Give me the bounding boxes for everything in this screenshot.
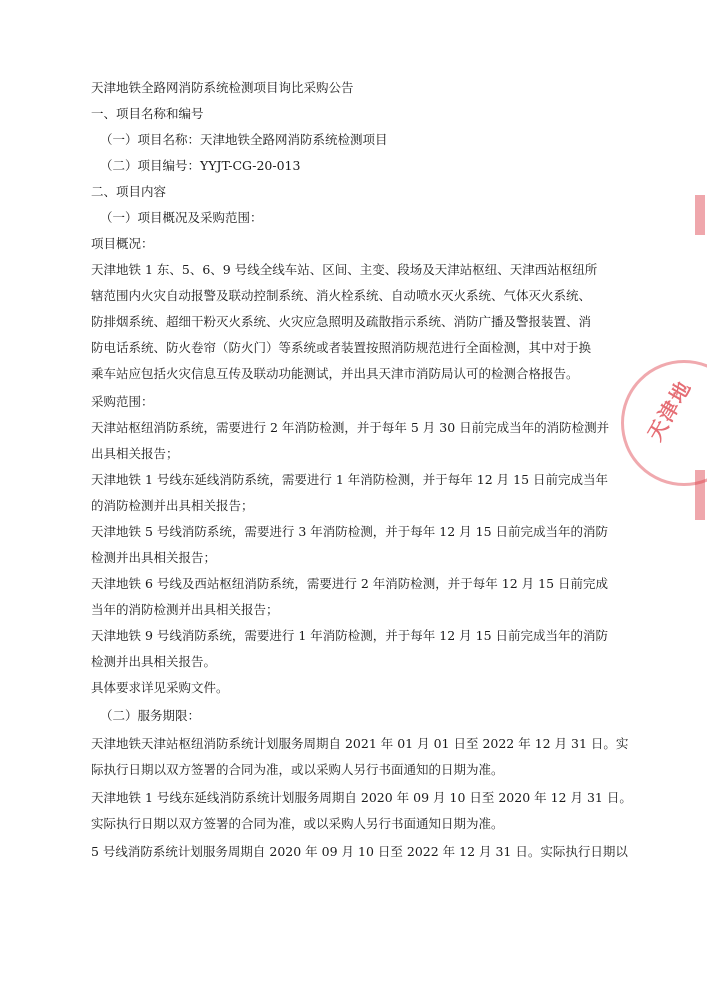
document-line: 辖范围内火灾自动报警及联动控制系统、消火栓系统、自动喷水灭火系统、气体灭火系统、 — [91, 288, 592, 303]
document-line: 乘车站应包括火灾信息互传及联动功能测试，并出具天津市消防局认可的检测合格报告。 — [91, 366, 579, 381]
official-seal-text: 天津地 — [642, 375, 697, 445]
document-title: 天津地铁全路网消防系统检测项目询比采购公告 — [91, 80, 354, 95]
document-line: 实际执行日期以双方签署的合同为准，或以采购人另行书面通知日期为准。 — [91, 816, 504, 831]
document-line: （一）项目概况及采购范围： — [100, 210, 263, 225]
document-line: 天津站枢纽消防系统，需要进行 2 年消防检测，并于每年 5 月 30 日前完成当年的消防检测并 — [91, 420, 610, 435]
document-line: 天津地铁天津站枢纽消防系统计划服务周期自 2021 年 01 月 01 日至 2022 年 12 月 31 日。实 — [91, 736, 629, 751]
document-line: （二）服务期限： — [100, 708, 201, 723]
document-line: 际执行日期以双方签署的合同为准，或以采购人另行书面通知的日期为准。 — [91, 762, 504, 777]
document-line: 防电话系统、防火卷帘（防火门）等系统或者装置按照消防规范进行全面检测，其中对于换 — [91, 340, 592, 355]
seal-edge-mark — [695, 470, 705, 520]
document-line: 项目概况： — [91, 236, 154, 251]
document-line: 检测并出具相关报告。 — [91, 654, 217, 669]
document-line: 5 号线消防系统计划服务周期自 2020 年 09 月 10 日至 2022 年 12 月 31 日。实际执行日期以 — [91, 844, 628, 859]
document-line: （二）项目编号：YYJT-CG-20-013 — [100, 158, 301, 173]
document-line: 二、项目内容 — [91, 184, 167, 199]
seal-edge-mark — [695, 195, 705, 235]
document-line: 天津地铁 5 号线消防系统，需要进行 3 年消防检测，并于每年 12 月 15 日前完成当年的消防 — [91, 524, 609, 539]
document-line: 天津地铁 1 东、5、6、9 号线全线车站、区间、主变、段场及天津站枢纽、天津西站枢纽所 — [91, 262, 598, 277]
document-line: 天津地铁 1 号线东延线消防系统，需要进行 1 年消防检测，并于每年 12 月 15 日前完成当年 — [91, 472, 609, 487]
document-line: 的消防检测并出具相关报告； — [91, 498, 254, 513]
document-line: 采购范围： — [91, 394, 154, 409]
document-line: 出具相关报告； — [91, 446, 179, 461]
document-line: 天津地铁 1 号线东延线消防系统计划服务周期自 2020 年 09 月 10 日至 2020 年 12 月 31 日。 — [91, 790, 632, 805]
document-line: 当年的消防检测并出具相关报告； — [91, 602, 279, 617]
document-line: 天津地铁 9 号线消防系统，需要进行 1 年消防检测，并于每年 12 月 15 日前完成当年的消防 — [91, 628, 609, 643]
document-line: 检测并出具相关报告； — [91, 550, 217, 565]
document-line: 具体要求详见采购文件。 — [91, 680, 229, 695]
document-line: 天津地铁 6 号线及西站枢纽消防系统，需要进行 2 年消防检测，并于每年 12 月 15 日前完成 — [91, 576, 609, 591]
document-line: （一）项目名称：天津地铁全路网消防系统检测项目 — [100, 132, 388, 147]
document-line: 一、项目名称和编号 — [91, 106, 204, 121]
document-line: 防排烟系统、超细干粉灭火系统、火灾应急照明及疏散指示系统、消防广播及警报装置、消 — [91, 314, 592, 329]
